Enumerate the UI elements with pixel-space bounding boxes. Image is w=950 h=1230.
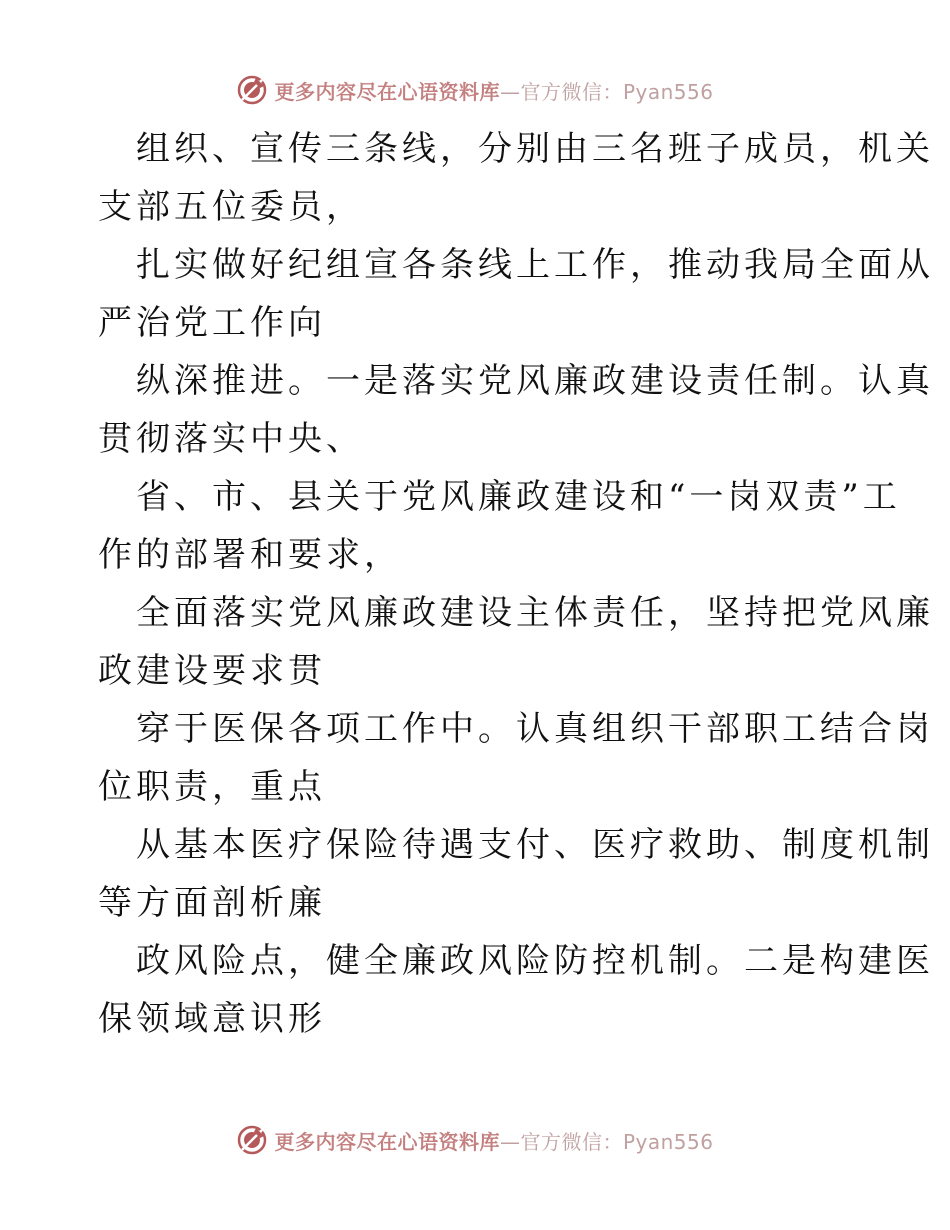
watermark-text	[274, 1126, 713, 1155]
watermark-text	[274, 76, 713, 105]
watermark-main-text: 更多内容尽在心语资料库	[274, 1129, 500, 1154]
body-text-line: 支部五位委员，	[98, 187, 364, 227]
body-text-line: 等方面剖析廉	[98, 883, 326, 923]
body-text-line: 纵深推进。一是落实党风廉政建设责任制。认真	[136, 361, 934, 401]
body-text-line: 从基本医疗保险待遇支付、医疗救助、制度机制	[136, 825, 934, 865]
body-text-line: 政风险点，健全廉政风险防控机制。二是构建医	[136, 941, 934, 981]
watermark-sub-text: —官方微信：Pyan556	[499, 1129, 714, 1154]
quill-logo-icon	[236, 1124, 268, 1156]
body-text-line: 全面落实党风廉政建设主体责任，坚持把党风廉	[136, 593, 934, 633]
body-text-line: 省、市、县关于党风廉政建设和“一岗双责”工	[136, 477, 901, 517]
watermark-sub-text: —官方微信：Pyan556	[499, 79, 714, 104]
body-text-line: 严治党工作向	[98, 303, 326, 343]
body-text-line: 保领域意识形	[98, 999, 326, 1039]
body-text-line: 政建设要求贯	[98, 651, 326, 691]
quill-logo-icon	[236, 74, 268, 106]
document-body	[98, 120, 934, 1048]
body-text-line: 位职责，重点	[98, 767, 326, 807]
footer-watermark	[0, 1120, 950, 1160]
body-text-line: 穿于医保各项工作中。认真组织干部职工结合岗	[136, 709, 934, 749]
body-text-line: 贯彻落实中央、	[98, 419, 364, 459]
header-watermark	[0, 70, 950, 110]
watermark-main-text: 更多内容尽在心语资料库	[274, 79, 500, 104]
body-text-line: 作的部署和要求，	[98, 535, 402, 575]
body-text-line: 扎实做好纪组宣各条线上工作，推动我局全面从	[136, 245, 934, 285]
body-text-line: 组织、宣传三条线，分别由三名班子成员，机关	[136, 129, 934, 169]
